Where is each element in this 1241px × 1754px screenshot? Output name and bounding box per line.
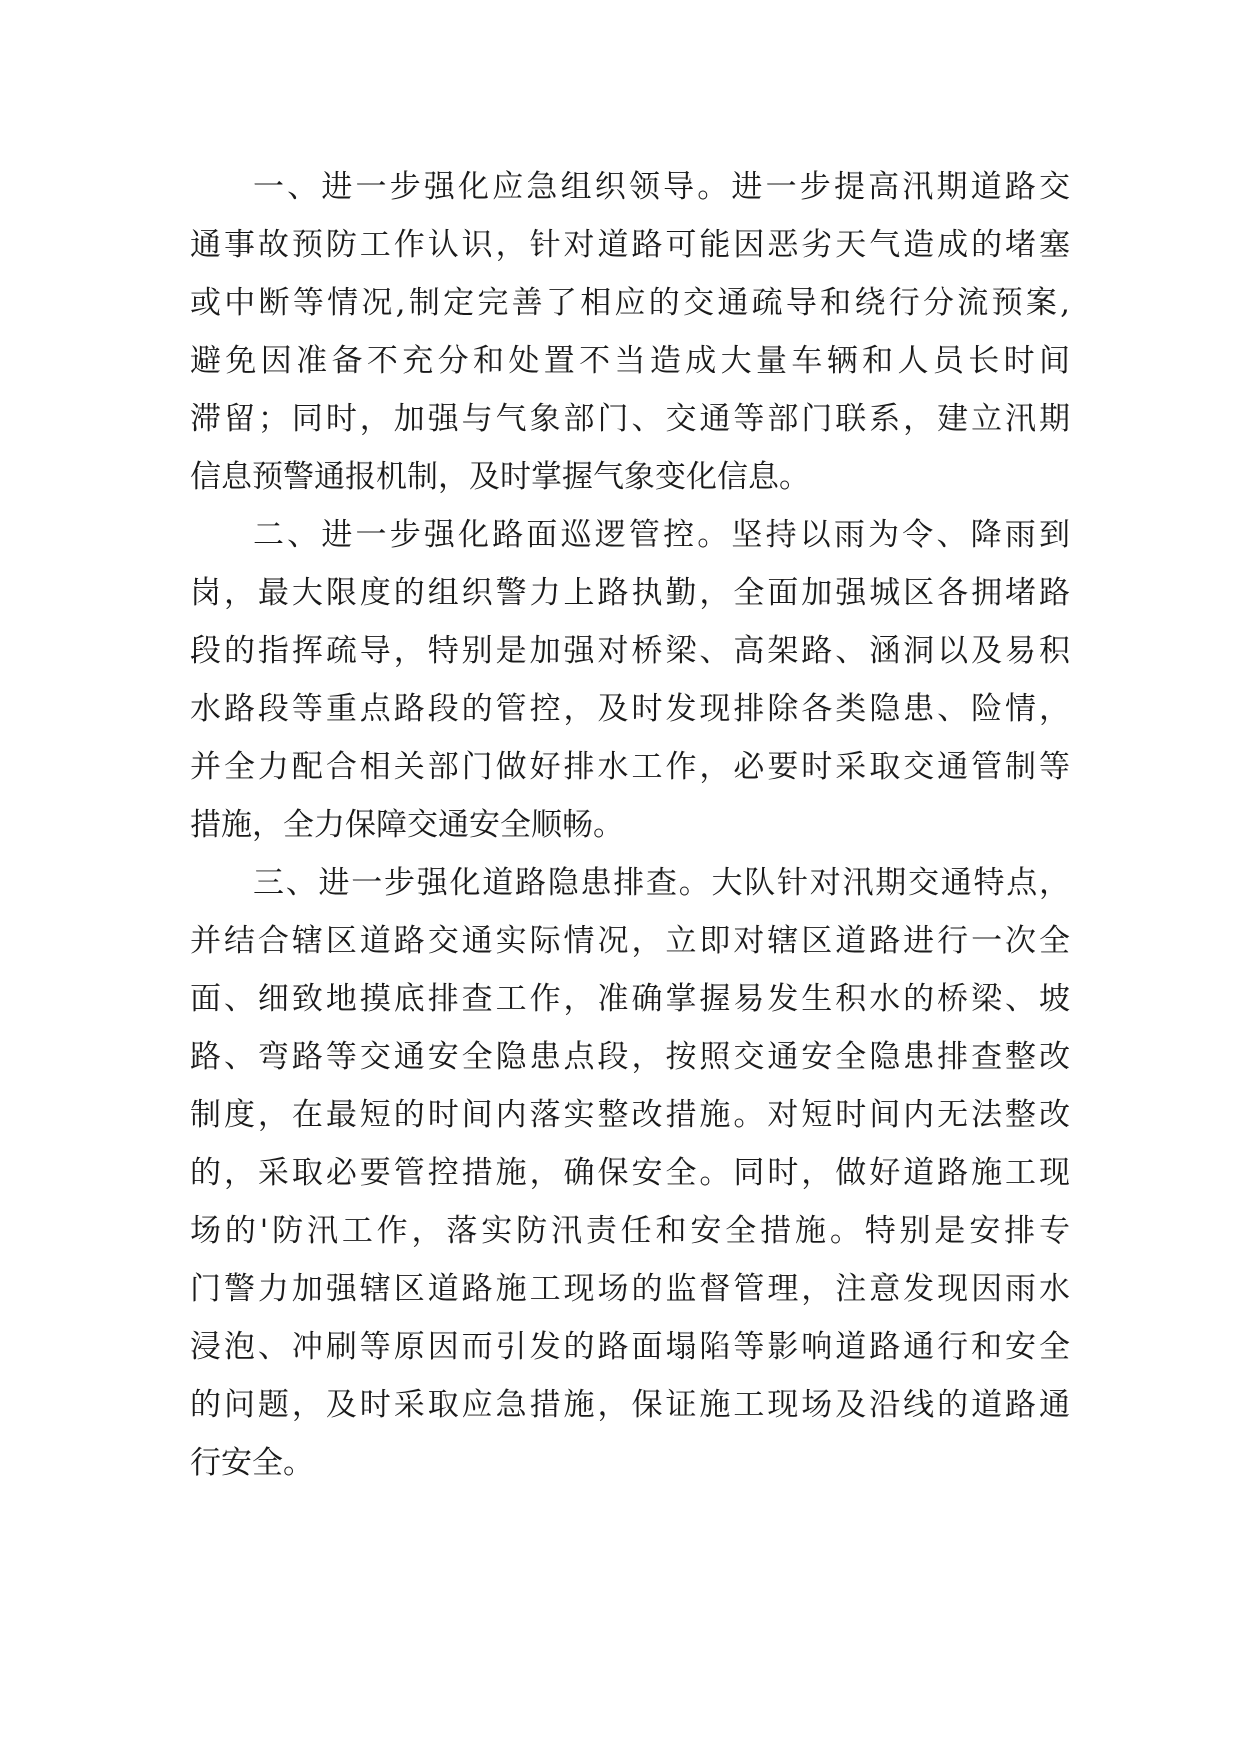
text-line: 路、弯路等交通安全隐患点段，按照交通安全隐患排查整改	[190, 1039, 1070, 1075]
text-line: 段的指挥疏导，特别是加强对桥梁、高架路、涵洞以及易积	[190, 633, 1070, 669]
text-line: 并结合辖区道路交通实际情况，立即对辖区道路进行一次全	[190, 923, 1070, 959]
text-line: 一、进一步强化应急组织领导。进一步提高汛期道路交	[253, 169, 1070, 205]
text-line: 岗，最大限度的组织警力上路执勤，全面加强城区各拥堵路	[190, 575, 1070, 611]
text-line: 信息预警通报机制，及时掌握气象变化信息。	[190, 459, 810, 495]
text-line: 或中断等情况,制定完善了相应的交通疏导和绕行分流预案,	[190, 285, 1070, 321]
text-line: 水路段等重点路段的管控，及时发现排除各类隐患、险情，	[190, 691, 1070, 727]
text-line: 行安全。	[190, 1445, 314, 1481]
text-line: 门警力加强辖区道路施工现场的监督管理，注意发现因雨水	[190, 1271, 1070, 1307]
text-line: 面、细致地摸底排查工作，准确掌握易发生积水的桥梁、坡	[190, 981, 1070, 1017]
text-line: 通事故预防工作认识，针对道路可能因恶劣天气造成的堵塞	[190, 227, 1070, 263]
text-line: 场的'防汛工作，落实防汛责任和安全措施。特别是安排专	[190, 1213, 1070, 1249]
text-line: 的，采取必要管控措施，确保安全。同时，做好道路施工现	[190, 1155, 1070, 1191]
text-line: 的问题，及时采取应急措施，保证施工现场及沿线的道路通	[190, 1387, 1070, 1423]
paragraph-3	[190, 854, 1070, 1492]
text-line: 三、进一步强化道路隐患排查。大队针对汛期交通特点，	[253, 865, 1070, 901]
paragraph-1	[190, 158, 1070, 506]
text-line: 措施，全力保障交通安全顺畅。	[190, 807, 624, 843]
text-line: 避免因准备不充分和处置不当造成大量车辆和人员长时间	[190, 343, 1070, 379]
text-line: 浸泡、冲刷等原因而引发的路面塌陷等影响道路通行和安全	[190, 1329, 1070, 1365]
text-line: 二、进一步强化路面巡逻管控。坚持以雨为令、降雨到	[253, 517, 1070, 553]
text-line: 滞留；同时，加强与气象部门、交通等部门联系，建立汛期	[190, 401, 1070, 437]
text-line: 制度，在最短的时间内落实整改措施。对短时间内无法整改	[190, 1097, 1070, 1133]
text-line: 并全力配合相关部门做好排水工作，必要时采取交通管制等	[190, 749, 1070, 785]
paragraph-2	[190, 506, 1070, 854]
document-body	[190, 158, 1070, 1492]
